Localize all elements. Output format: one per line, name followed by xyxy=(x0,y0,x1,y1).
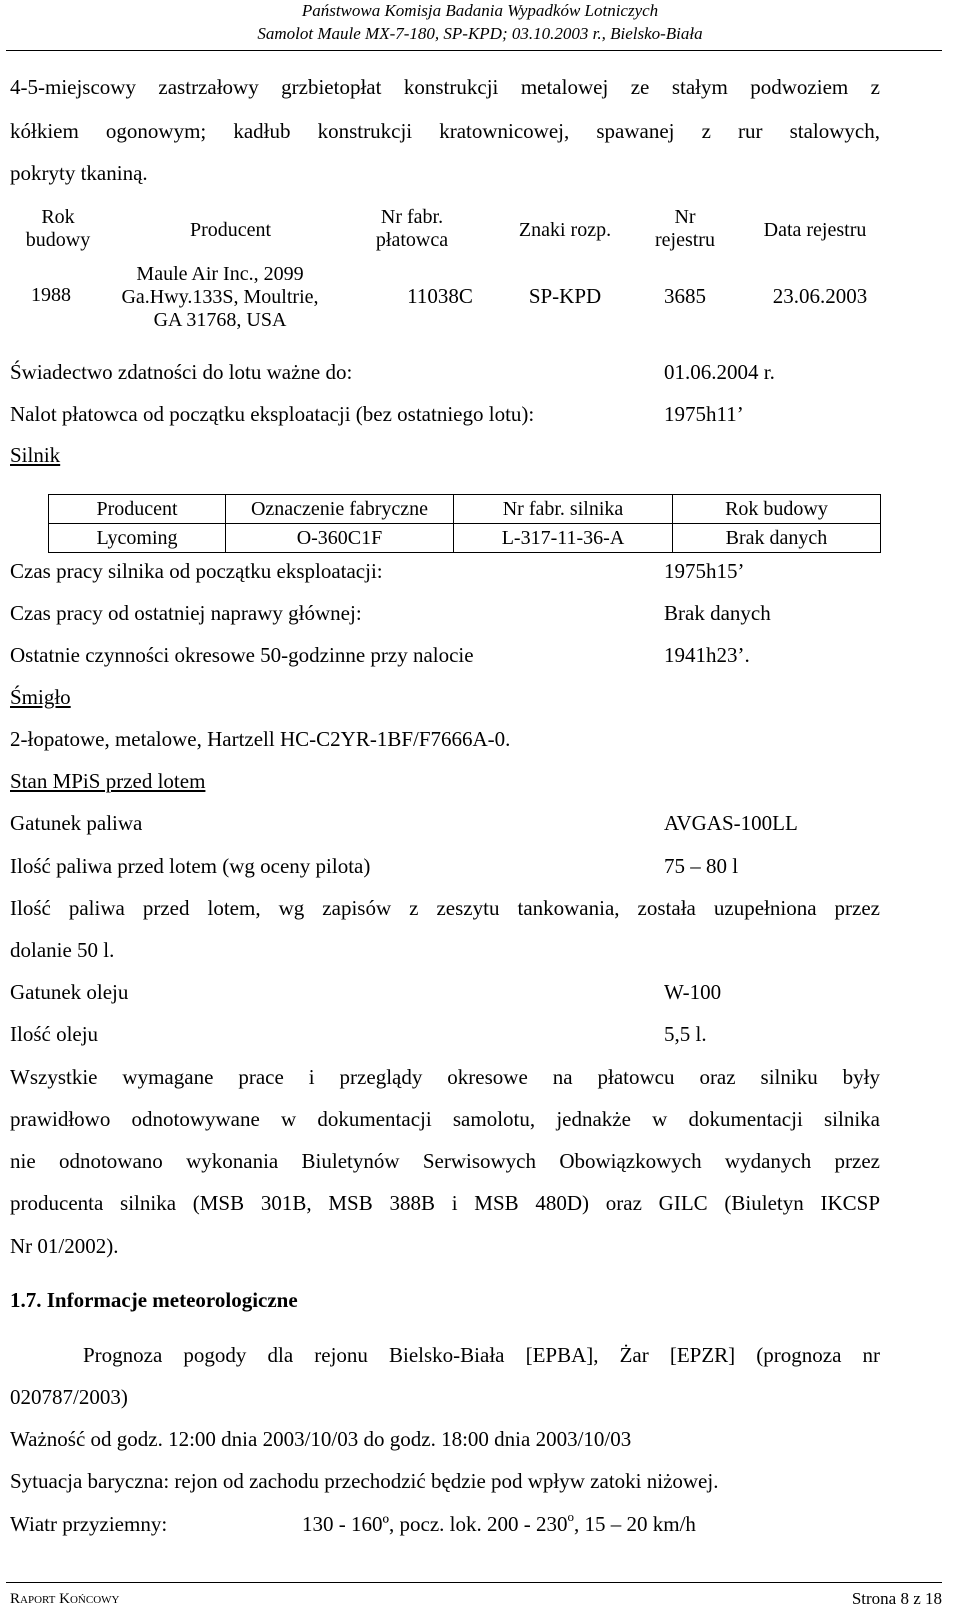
fuel-qty-value: 75 – 80 l xyxy=(664,854,739,878)
footer-divider xyxy=(6,1582,942,1583)
header-divider xyxy=(6,50,942,51)
flight-time-label: Nalot płatowca od początku eksploatacji (bez ostatniego lotu): xyxy=(10,402,535,426)
maintenance-line-5: Nr 01/2002). xyxy=(10,1234,119,1258)
cell-year: 1988 xyxy=(31,284,71,306)
airworthiness-value: 01.06.2004 r. xyxy=(664,360,775,384)
engine-th-producer: Producent xyxy=(49,495,226,524)
engine-td-serial: L-317-11-36-A xyxy=(454,524,673,553)
col-reg-header xyxy=(635,206,735,252)
engine-th-serial: Nr fabr. silnika xyxy=(454,495,673,524)
oil-qty-label: Ilość oleju xyxy=(10,1022,99,1046)
engine-table xyxy=(48,494,881,553)
col-serial-header xyxy=(352,206,472,252)
col-marks-header: Znaki rozp. xyxy=(518,219,612,241)
footer-page-number: Strona 8 z 18 xyxy=(851,1589,942,1608)
wind-value-a: 130 - 160º, pocz. lok. 200 - 230 xyxy=(302,1512,568,1536)
engine-td-designation: O-360C1F xyxy=(226,524,454,553)
fuel-qty-label: Ilość paliwa przed lotem (wg oceny pilota) xyxy=(10,854,371,878)
fuel-grade-label: Gatunek paliwa xyxy=(10,811,143,835)
cell-serial: 11038C xyxy=(407,284,473,308)
cell-producer-l1: Maule Air Inc., 2099 xyxy=(136,263,304,285)
cell-regdate: 23.06.2003 xyxy=(772,284,868,308)
forecast-line-1: Prognoza pogody dla rejonu Bielsko-Biała [EPBA], Żar [EPZR] (prognoza nr xyxy=(83,1343,880,1367)
cell-producer-l2: Ga.Hwy.133S, Moultrie, xyxy=(121,286,319,308)
header-case: Samolot Maule MX-7-180, SP-KPD; 03.10.2003 r., Bielsko-Biała xyxy=(257,24,703,43)
engine-td-producer: Lycoming xyxy=(49,524,226,553)
oil-grade-value: W-100 xyxy=(664,980,722,1004)
footer-report-title: Raport Końcowy xyxy=(10,1591,120,1607)
engine-table-header-row xyxy=(49,495,881,524)
flight-time-value: 1975h11’ xyxy=(664,402,744,426)
engine-50h-value: 1941h23’. xyxy=(664,643,750,667)
engine-td-year: Brak danych xyxy=(673,524,881,553)
engine-overhaul-label: Czas pracy od ostatniej naprawy głównej: xyxy=(10,601,362,625)
forecast-validity: Ważność od godz. 12:00 dnia 2003/10/03 do godz. 18:00 dnia 2003/10/03 xyxy=(10,1427,632,1451)
maintenance-line-1: Wszystkie wymagane prace i przeglądy okresowe na płatowcu oraz silniku były xyxy=(10,1065,880,1089)
wind-label: Wiatr przyziemny: xyxy=(10,1512,168,1536)
engine-50h-label: Ostatnie czynności okresowe 50-godzinne przy nalocie xyxy=(10,643,474,667)
forecast-line-2: 020787/2003) xyxy=(10,1385,128,1409)
engine-overhaul-value: Brak danych xyxy=(664,601,771,625)
intro-line-2: kółkiem ogonowym; kadłub konstrukcji kratownicowej, spawanej z rur stalowych, xyxy=(10,119,880,143)
engine-table-row xyxy=(49,524,881,553)
col-year-header-l1: Rok xyxy=(41,206,75,228)
engine-th-designation: Oznaczenie fabryczne xyxy=(226,495,454,524)
fuel-heading: Stan MPiS przed lotem xyxy=(10,769,206,793)
engine-total-time-value: 1975h15’ xyxy=(664,559,745,583)
airworthiness-label: Świadectwo zdatności do lotu ważne do: xyxy=(10,360,353,384)
maintenance-line-2: prawidłowo odnotowywane w dokumentacji samolotu, jednakże w dokumentacji silnika xyxy=(10,1107,880,1131)
cell-producer-l3: GA 31768, USA xyxy=(153,309,287,331)
col-serial-header-l2: płatowca xyxy=(375,229,449,251)
col-regdate-header: Data rejestru xyxy=(763,219,867,241)
col-year-header-l2: budowy xyxy=(25,229,91,251)
engine-total-time-label: Czas pracy silnika od początku eksploatacji: xyxy=(10,559,383,583)
engine-th-year: Rok budowy xyxy=(673,495,881,524)
wind-value-b: , 15 – 20 km/h xyxy=(573,1512,696,1536)
oil-qty-value: 5,5 l. xyxy=(664,1022,707,1046)
propeller-heading: Śmigło xyxy=(10,685,71,709)
maintenance-line-4: producenta silnika (MSB 301B, MSB 388B i MSB 480D) oraz GILC (Biuletyn IKCSP xyxy=(10,1191,880,1215)
col-reg-header-l1: Nr xyxy=(674,206,696,228)
header-commission: Państwowa Komisja Badania Wypadków Lotniczych xyxy=(301,1,659,20)
fuel-note-line-2: dolanie 50 l. xyxy=(10,938,115,962)
fuel-note-line-1: Ilość paliwa przed lotem, wg zapisów z zeszytu tankowania, została uzupełniona przez xyxy=(10,896,880,920)
fuel-grade-value: AVGAS-100LL xyxy=(664,811,798,835)
engine-heading: Silnik xyxy=(10,443,61,467)
col-year-header xyxy=(8,206,108,252)
cell-reg: 3685 xyxy=(664,284,706,308)
synoptic-situation: Sytuacja baryczna: rejon od zachodu przechodzić będzie pod wpływ zatoki niżowej. xyxy=(10,1469,719,1493)
intro-line-1: 4-5-miejscowy zastrzałowy grzbietopłat konstrukcji metalowej ze stałym podwoziem z xyxy=(10,75,880,99)
wind-value xyxy=(302,1509,696,1536)
meteo-heading: 1.7. Informacje meteorologiczne xyxy=(10,1288,298,1312)
col-serial-header-l1: Nr fabr. xyxy=(380,206,444,228)
maintenance-line-3: nie odnotowano wykonania Biuletynów Serwisowych Obowiązkowych wydanych przez xyxy=(10,1149,880,1173)
propeller-text: 2-łopatowe, metalowe, Hartzell HC-C2YR-1BF/F7666A-0. xyxy=(10,727,511,751)
oil-grade-label: Gatunek oleju xyxy=(10,980,129,1004)
intro-line-3: pokryty tkaniną. xyxy=(10,161,148,185)
col-reg-header-l2: rejestru xyxy=(655,229,715,251)
cell-producer xyxy=(100,263,340,332)
cell-marks: SP-KPD xyxy=(528,284,602,308)
wind-degree-sup: o xyxy=(567,1509,574,1524)
col-producer-header: Producent xyxy=(189,219,272,241)
